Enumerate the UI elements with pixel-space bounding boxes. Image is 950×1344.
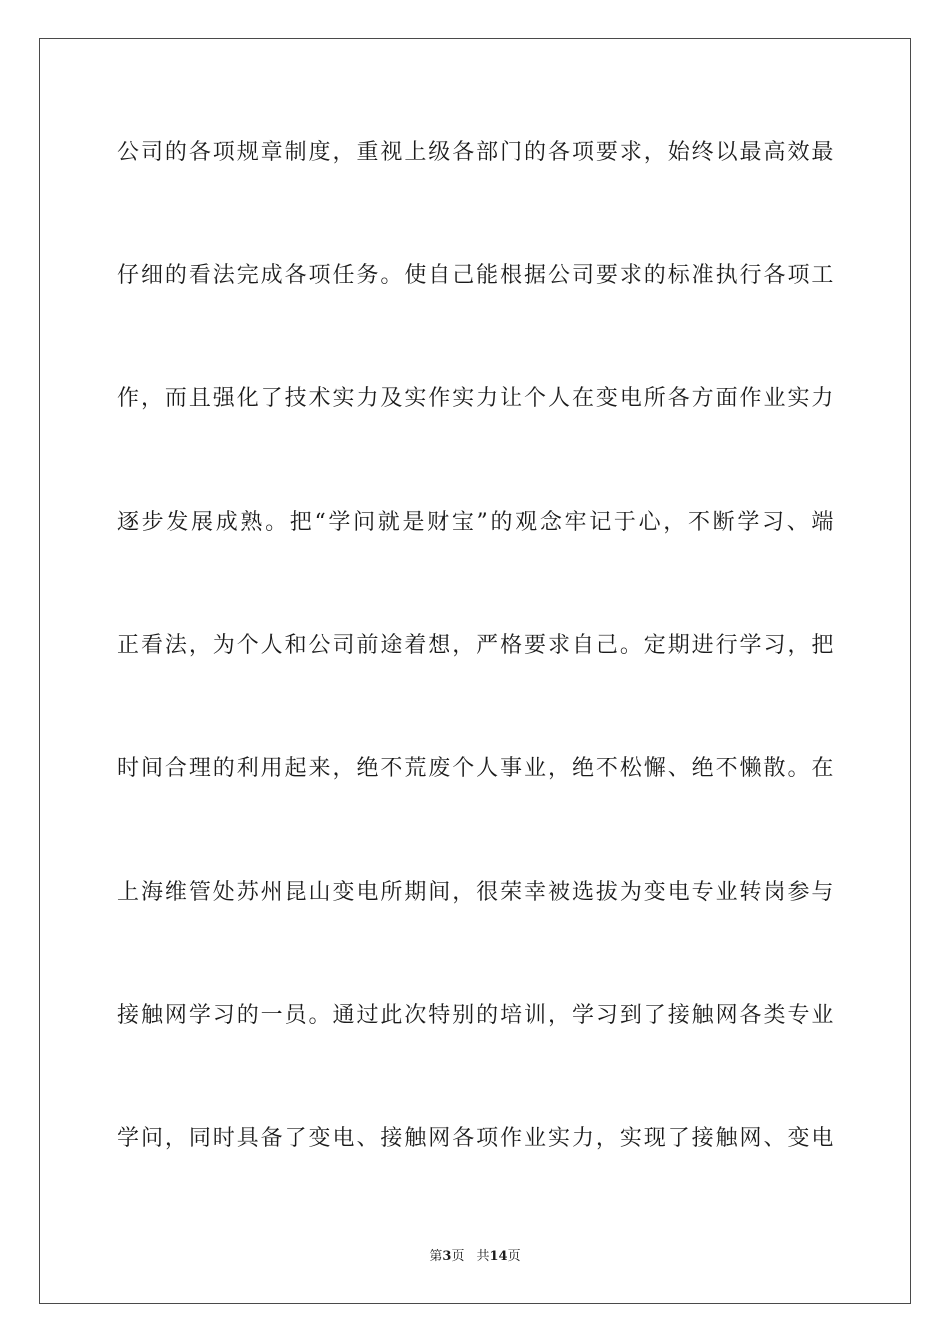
page-suffix: 页 (451, 1249, 465, 1264)
text-line: 上海维管处苏州昆山变电所期间，很荣幸被选拔为变电专业转岗参与 (117, 880, 835, 905)
text-line: 正看法，为个人和公司前途着想，严格要求自己。定期进行学习，把 (117, 633, 835, 658)
page-number: 3 (442, 1249, 452, 1264)
page-indicator (429, 1249, 464, 1264)
total-suffix: 页 (507, 1249, 521, 1264)
total-pages-indicator (476, 1249, 520, 1264)
total-prefix: 共 (476, 1249, 490, 1264)
text-line: 学问，同时具备了变电、接触网各项作业实力，实现了接触网、变电 (117, 1126, 835, 1151)
text-line: 作，而且强化了技术实力及实作实力让个人在变电所各方面作业实力 (117, 386, 835, 411)
text-line: 公司的各项规章制度，重视上级各部门的各项要求，始终以最高效最 (117, 140, 835, 165)
page-border (39, 38, 911, 1304)
text-line: 逐步发展成熟。把“学问就是财宝”的观念牢记于心，不断学习、端 (117, 510, 835, 535)
text-line: 时间合理的利用起来，绝不荒废个人事业，绝不松懈、绝不懒散。在 (117, 756, 835, 781)
text-line: 接触网学习的一员。通过此次特别的培训，学习到了接触网各类专业 (117, 1003, 835, 1028)
text-line: 仔细的看法完成各项任务。使自己能根据公司要求的标准执行各项工 (117, 263, 835, 288)
total-pages: 14 (489, 1249, 508, 1264)
page-footer (0, 1248, 950, 1266)
page-prefix: 第 (429, 1249, 443, 1264)
